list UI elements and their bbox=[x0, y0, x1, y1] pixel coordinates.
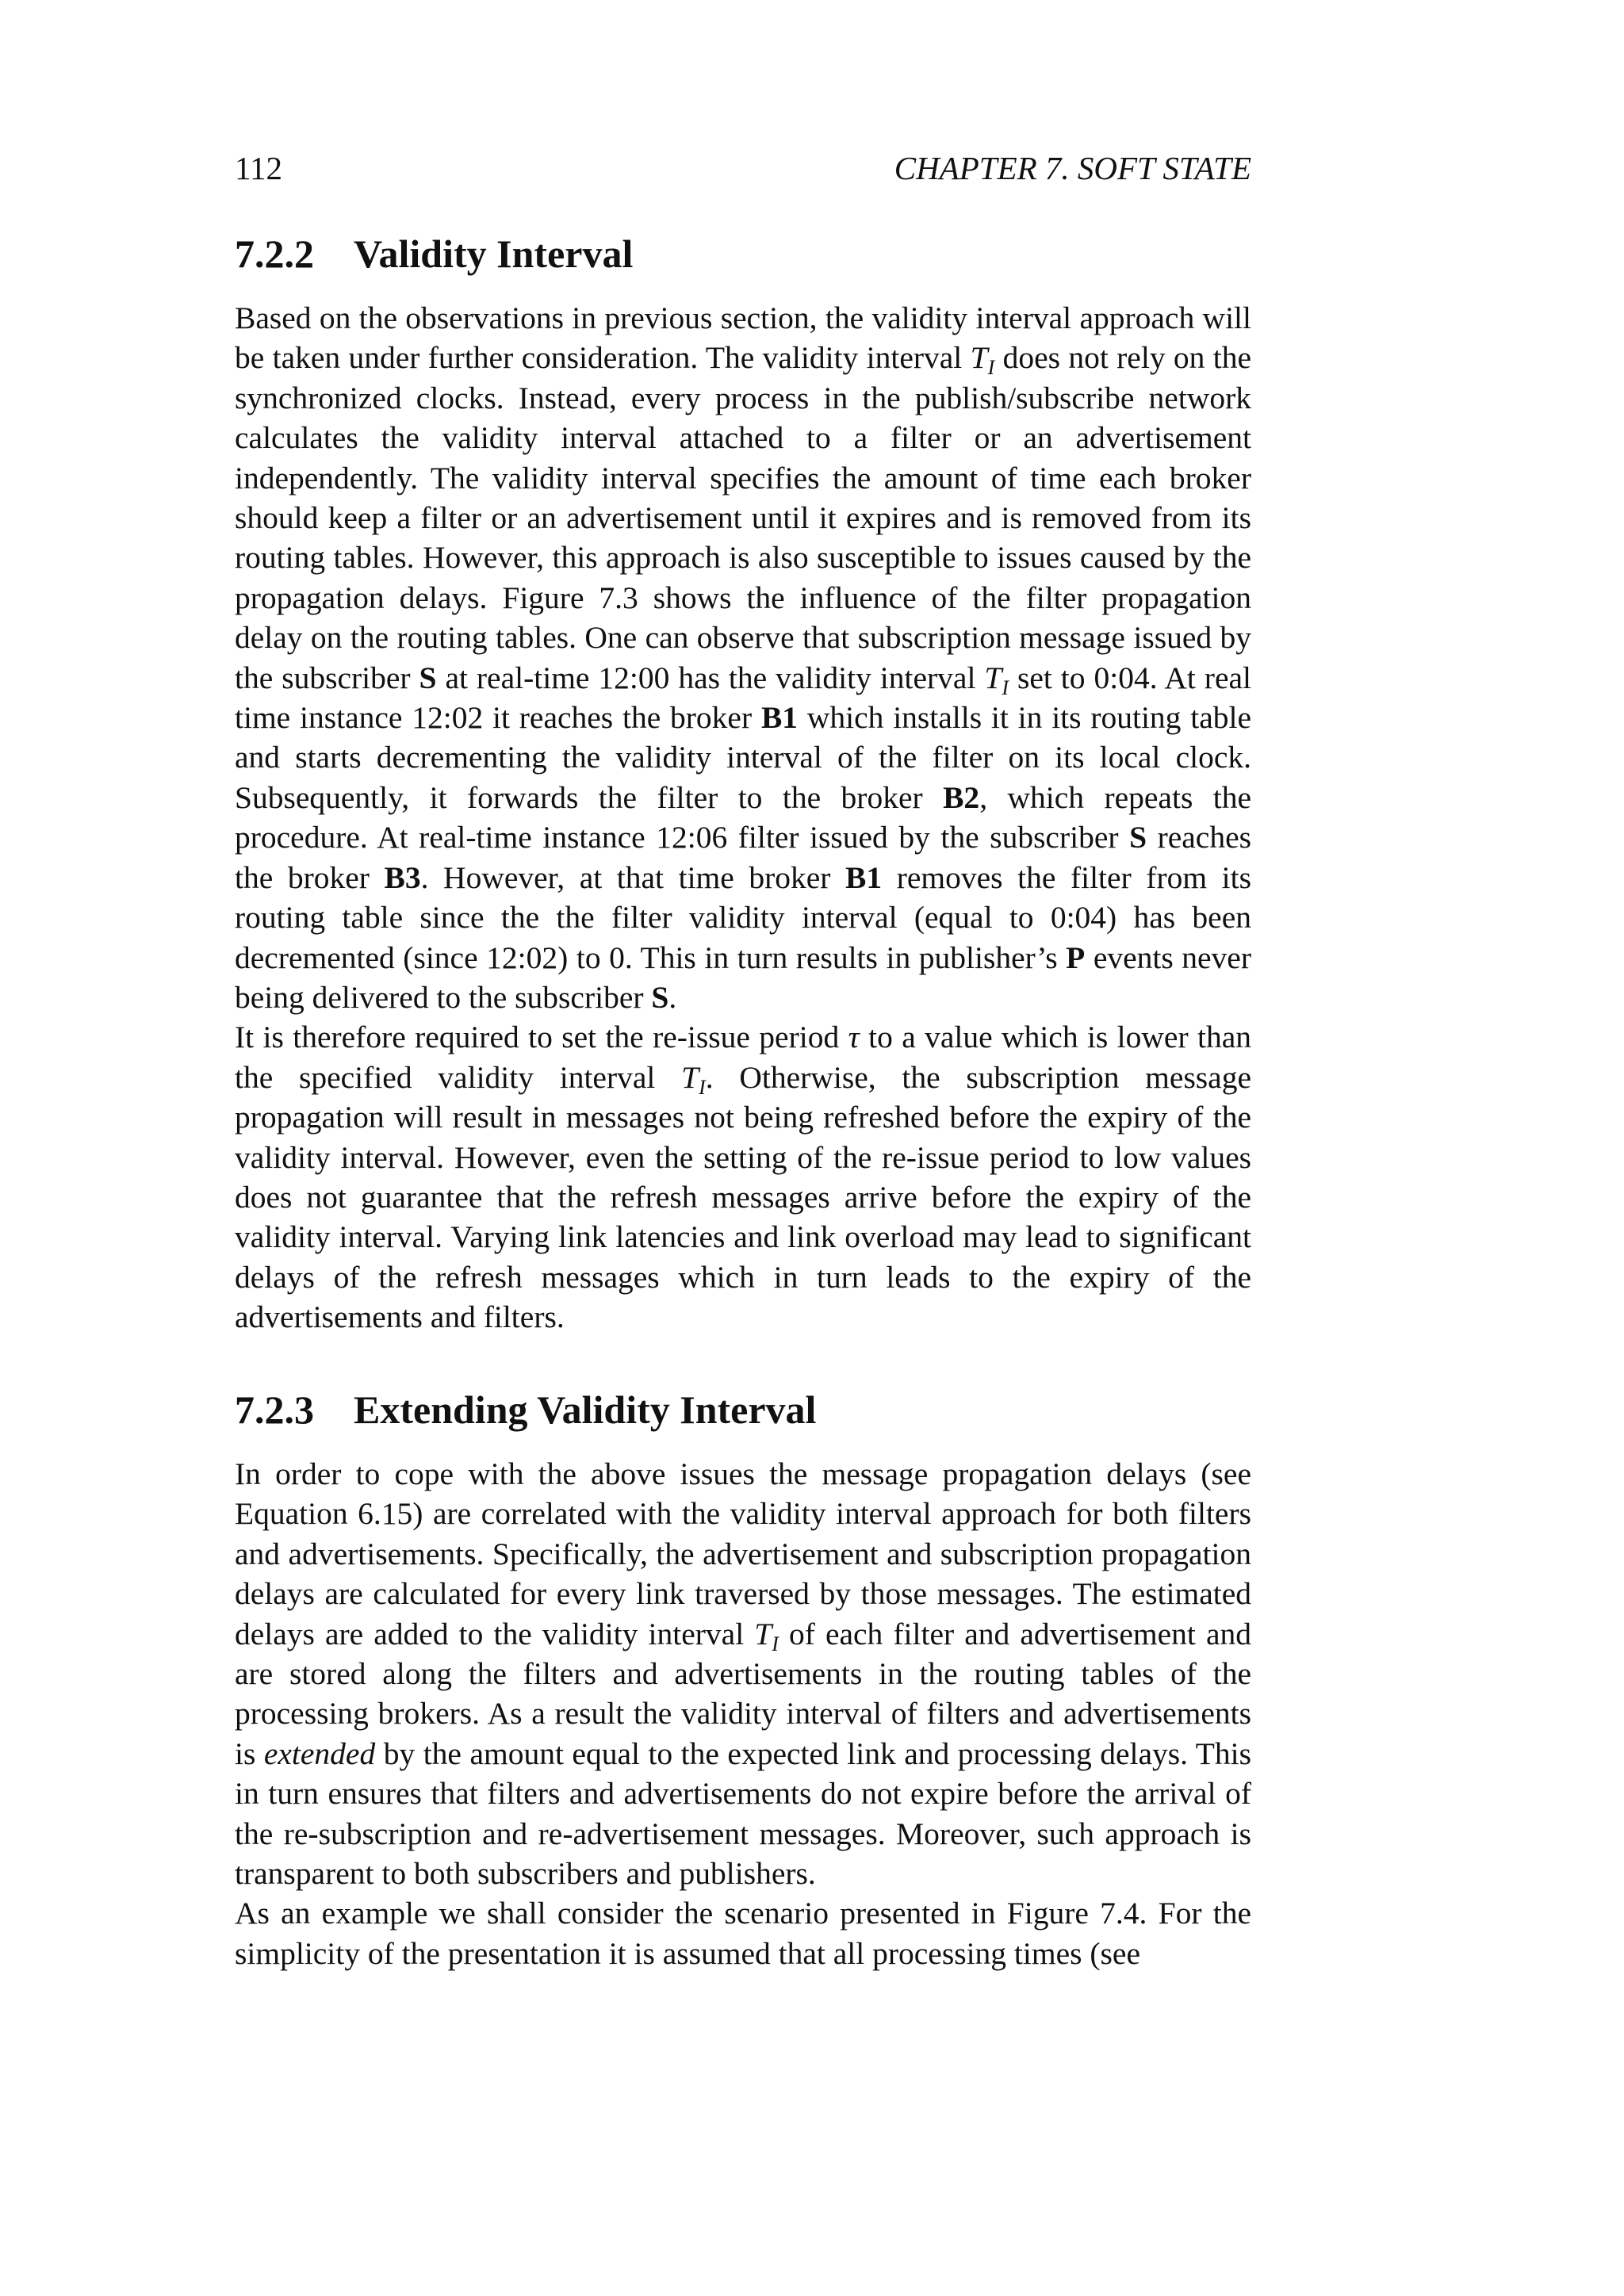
paragraph: As an example we shall consider the scenario presented in Figure 7.4. For the simplicity of the presentation it is assumed that all processing times (see bbox=[235, 1896, 1251, 1971]
text-run: removes the filter from its routing table since the the filter validity interval (equal to 0:04) has been decremented (since 12:02) to 0. This in turn results in publisher’s bbox=[235, 859, 1251, 975]
text-run: which installs it in its routing table and starts decrementing the validity interval of the filter on its local clock. Subsequently, it forwards the filter to the broker bbox=[235, 700, 1251, 815]
text-run: , which repeats the procedure. At real-time instance 12:06 filter issued by the subscriber bbox=[235, 779, 1252, 855]
text-run: . Otherwise, the subscription message propagation will result in messages not being refreshed before the expiry of the validity interval. However, even the setting of the re-issue period to low values does not guarantee that the refresh messages arrive before the expiry of the validity interval. Varying link latencies and link overload may lead to significant delays of the refresh messages which in turn leads to the expiry of the advertisements and filters. bbox=[235, 1059, 1251, 1335]
bold-term: S bbox=[419, 660, 437, 695]
math-symbol: $T_I$ bbox=[970, 340, 995, 380]
bold-term: P bbox=[1066, 939, 1086, 975]
text-run: Based on the observations in previous section, the validity interval approach will be taken under further consideration. The validity interval bbox=[235, 300, 1251, 376]
paragraph bbox=[235, 1454, 1251, 1893]
section-number: 7.2.2 bbox=[235, 232, 314, 276]
text-run: set to 0:04. At real time instance 12:02 it reaches the broker bbox=[235, 660, 1251, 736]
bold-term: S bbox=[651, 979, 669, 1015]
section-number: 7.2.3 bbox=[235, 1387, 314, 1432]
bold-term: B1 bbox=[845, 859, 883, 895]
math-symbol: $T_I$ bbox=[681, 1059, 706, 1099]
section-title: Extending Validity Interval bbox=[354, 1387, 817, 1432]
text-run: at real-time 12:00 has the validity interval bbox=[436, 660, 985, 695]
chapter-title: CHAPTER 7. SOFT STATE bbox=[894, 150, 1251, 186]
text-run: It is therefore required to set the re-issue period bbox=[235, 1020, 848, 1055]
math-symbol: $T_I$ bbox=[984, 660, 1009, 699]
running-head bbox=[235, 147, 1251, 189]
bold-term: B1 bbox=[760, 700, 799, 736]
text-run: . bbox=[668, 979, 677, 1015]
section-heading-7-2-3 bbox=[235, 1386, 816, 1433]
text-run: events never being delivered to the subscriber bbox=[235, 939, 1251, 1015]
text-run: does not rely on the synchronized clocks. Instead, every process in the publish/subscribe network calculates the validity interval attached to a filter or an advertisement independently. The validity interval specifies the amount of time each broker should keep a filter or an advertisement until it expires and is removed from its routing tables. However, this approach is also susceptible to issues caused by the propagation delays. Figure 7.3 shows the influence of the filter propagation delay on the routing tables. One can observe that subscription message issued by the subscriber bbox=[235, 340, 1251, 695]
text-run: by the amount equal to the expected link and processing delays. This in turn ensures that filters and advertisements do not expire before the arrival of the re-subscription and re-advertisement messages. Moreover, such approach is transparent to both subscribers and publishers. bbox=[235, 1735, 1251, 1892]
paragraph bbox=[235, 1017, 1251, 1337]
page-number: 112 bbox=[235, 150, 282, 186]
text-run: . However, at that time broker bbox=[420, 859, 846, 895]
bold-term: B2 bbox=[943, 779, 980, 815]
section-heading-7-2-2 bbox=[235, 230, 633, 277]
text-run: to a value which is lower than the specified validity interval bbox=[235, 1020, 1251, 1095]
section-title: Validity Interval bbox=[354, 232, 634, 276]
math-symbol: τ bbox=[848, 1020, 860, 1055]
section-body-7-2-2 bbox=[235, 298, 1251, 1337]
paragraph bbox=[235, 298, 1251, 1017]
text-run: reaches the broker bbox=[235, 820, 1251, 895]
section-body-7-2-3 bbox=[235, 1454, 1251, 1973]
bold-term: B3 bbox=[384, 859, 421, 895]
text-run: of each filter and advertisement and are stored along the filters and advertisements in the routing tables of the processing brokers. As a result the validity interval of filters and advertisements is bbox=[235, 1616, 1251, 1771]
math-symbol: $T_I$ bbox=[754, 1616, 779, 1655]
bold-term: S bbox=[1129, 820, 1147, 855]
text-run: In order to cope with the above issues the message propagation delays (see Equation 6.15) are correlated with the validity interval approach for both filters and advertisements. Specifically, the advertisement and subscription propagation delays are calculated for every link traversed by those messages. The estimated delays are added to the validity interval bbox=[235, 1456, 1251, 1651]
emphasis: extended bbox=[263, 1735, 376, 1771]
